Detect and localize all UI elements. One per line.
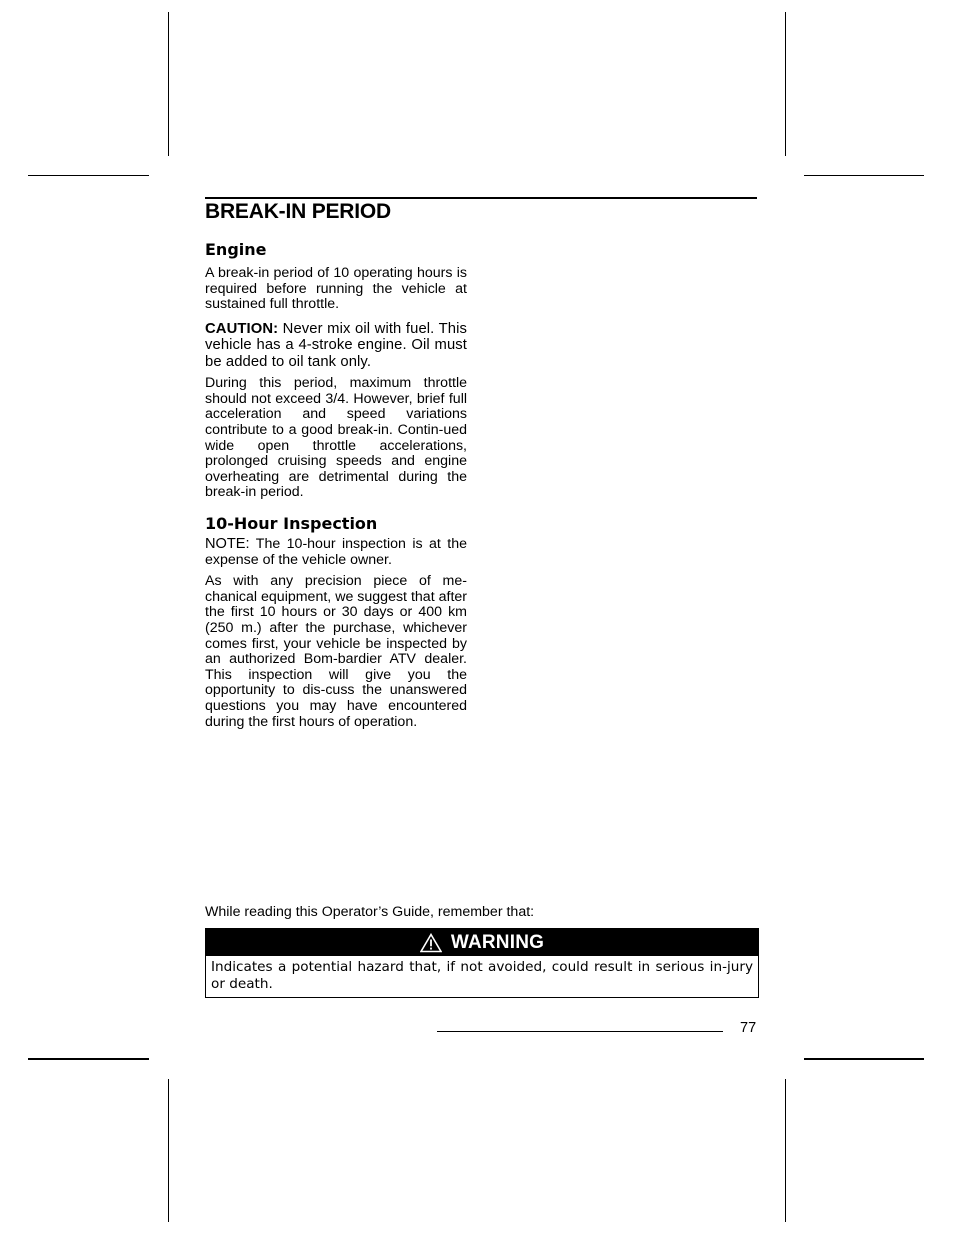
crop-mark bbox=[168, 1079, 169, 1222]
warning-text: Indicates a potential hazard that, if not avoided, could result in serious in-jury or death. bbox=[211, 959, 753, 992]
caution-text: Never mix oil with fuel. This vehicle has a 4-stroke engine. Oil must be added to oil tank only. bbox=[205, 320, 467, 370]
crop-mark bbox=[804, 175, 924, 176]
inspection-heading: 10-Hour Inspection bbox=[205, 514, 378, 534]
crop-mark bbox=[804, 1058, 924, 1060]
crop-mark bbox=[168, 12, 169, 156]
inspection-note bbox=[205, 537, 467, 568]
warning-triangle-icon bbox=[420, 933, 442, 953]
section-title: BREAK-IN PERIOD bbox=[205, 200, 392, 223]
title-rule bbox=[205, 197, 757, 199]
caution-paragraph bbox=[205, 321, 467, 371]
warning-label: WARNING bbox=[450, 931, 545, 953]
note-label: NOTE: bbox=[205, 536, 250, 553]
main-column bbox=[205, 240, 467, 730]
warning-box bbox=[205, 928, 759, 998]
note-text: The 10-hour inspection is at the expense of the vehicle owner. bbox=[205, 536, 467, 568]
inspection-body: As with any precision piece of me-chanical equipment, we suggest that after the first 10 hours or 30 days or 400 km (250 m.) after the purchase, whichever comes first, your vehicle be inspected by an authorized Bom-bardier ATV dealer. This inspection will give you the opportunity to dis-cuss the unanswered questions you may have encountered during the first hours of operation. bbox=[205, 573, 467, 730]
crop-mark bbox=[28, 175, 149, 176]
engine-heading: Engine bbox=[205, 240, 267, 259]
caution-label: CAUTION: bbox=[205, 320, 279, 337]
crop-mark bbox=[785, 1079, 786, 1222]
footer-rule bbox=[437, 1031, 723, 1032]
engine-intro: A break-in period of 10 operating hours is required before running the vehicle at sustained full throttle. bbox=[205, 265, 467, 313]
reminder-text: While reading this Operator’s Guide, remember that: bbox=[205, 904, 535, 920]
crop-mark bbox=[28, 1058, 149, 1060]
warning-header bbox=[206, 929, 758, 956]
engine-body: During this period, maximum throttle should not exceed 3/4. However, brief full acceleration and speed variations contribute to a good break-in. Contin-ued wide open throttle accelerations, prolonged cruising speeds and engine overheating are detrimental during the break-in period. bbox=[205, 375, 467, 501]
page-number: 77 bbox=[740, 1020, 757, 1036]
crop-mark bbox=[785, 12, 786, 156]
